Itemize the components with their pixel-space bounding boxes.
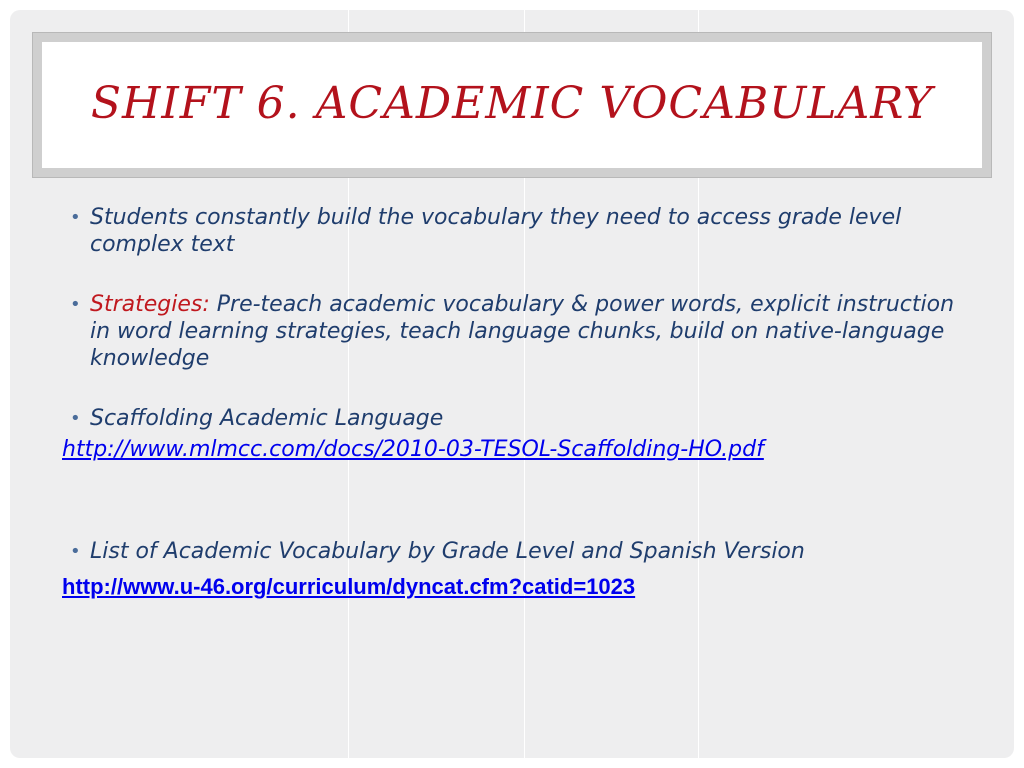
title-box	[42, 42, 982, 168]
bullet-text: Pre-teach academic vocabulary & power words, explicit instruction in word learning strategies, teach language chunks, build on native-language knowledge	[90, 292, 955, 371]
slide-content	[62, 186, 962, 600]
strategies-label: Strategies:	[90, 292, 210, 317]
bullet-text: Scaffolding Academic Language	[90, 406, 444, 431]
vocabulary-list-link[interactable]: http://www.u-46.org/curriculum/dyncat.cfm?catid=1023	[62, 574, 636, 599]
bullet-item	[62, 291, 962, 372]
bullet-icon: •	[70, 541, 81, 562]
bullet-icon: •	[70, 207, 81, 228]
bullet-text: List of Academic Vocabulary by Grade Level and Spanish Version	[90, 539, 805, 564]
bullet-icon: •	[70, 408, 81, 429]
bullet-item	[62, 204, 962, 258]
title-frame	[32, 32, 992, 178]
bullet-text: Students constantly build the vocabulary they need to access grade level complex text	[90, 205, 902, 257]
bullet-item	[62, 538, 962, 565]
slide-title: SHIFT 6. ACADEMIC VOCABULARY	[90, 78, 934, 129]
bullet-item	[62, 405, 962, 432]
bullet-icon: •	[70, 294, 81, 315]
scaffolding-link[interactable]: http://www.mlmcc.com/docs/2010-03-TESOL-Scaffolding-HO.pdf	[62, 437, 764, 462]
